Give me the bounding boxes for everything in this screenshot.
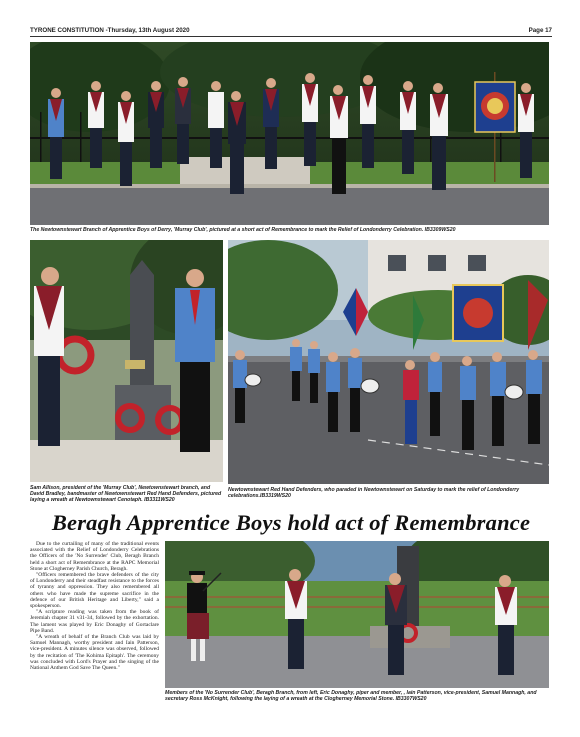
article-paragraph: Due to the curtailing of many of the traditional events associated with the Relief of Londonderry Celebrations the Officers of the 'No Surrender' Club, Beragh Branch held a short act of Remembrance at the RAPC Memorial Stone at Clogherney Parish Church, Beragh. xyxy=(30,541,159,572)
memorial-photo xyxy=(165,541,549,688)
caption-parade-photo: Newtownstewart Red Hand Defenders, who paraded in Newtownstewart on Saturday to mark the relief of Londonderry celebrations.IB3319WS20 xyxy=(228,487,520,500)
caption-cenotaph-photo: Sam Allison, president of the 'Murray Club', Newtownstewart branch, and David Bradley, bandmaster of Newtownstewart Red Hand Defenders, pictured laying a wreath at Newtownstewart Cenotaph. IB3311WS20 xyxy=(30,485,222,504)
header-rule xyxy=(30,36,552,37)
parade-photo xyxy=(228,240,549,484)
article-paragraph: "A wreath of behalf of the Branch Club was laid by Samuel Mannagh, worthy president and Iain Patterson, vice-president. A minutes silence was observed, followed by the recitation of 'The Kohima Epitaph'. The ceremony was concluded with Lord's Prayer and the singing of the National Anthem God Save The Queen." xyxy=(30,634,159,672)
article-paragraph: "A scripture reading was taken from the book of Jeremiah chapter 31 v31-34, followed by the exhortation. The lament was played by Eric Donaghy of Gortaclare Pipe Band. xyxy=(30,609,159,634)
group-photo xyxy=(30,42,549,225)
article-paragraph: "Officers remembered the brave defenders of the city of Londonderry and their steadfast resistance to the forces of tyranny and oppression. They also remembered all others who have made the supreme sacrifice in the defence of our British Heritage and Liberty," said a spokesperson. xyxy=(30,572,159,610)
page-number: Page 17 xyxy=(528,27,552,34)
article-body xyxy=(30,541,159,671)
article-headline: Beragh Apprentice Boys hold act of Remembrance xyxy=(51,510,531,535)
caption-memorial-photo: Members of the 'No Surrender Club', Beragh Branch, from left, Eric Donaghy, piper and member, , Iain Patterson, vice-president, Samuel Mannagh, and secretary Ross McKnight, following the laying of a wreath at the Clogherney Memorial Stone. IB3307WS20 xyxy=(165,690,537,703)
publication-line: TYRONE CONSTITUTION -Thursday, 13th August 2020 xyxy=(30,27,190,34)
caption-group-photo: The Newtownstewart Branch of Apprentice Boys of Derry, 'Murray Club', pictured at a short act of Remembrance to mark the Relief of Londonderry Celebration. IB3309WS20 xyxy=(30,227,456,233)
cenotaph-photo xyxy=(30,240,223,482)
